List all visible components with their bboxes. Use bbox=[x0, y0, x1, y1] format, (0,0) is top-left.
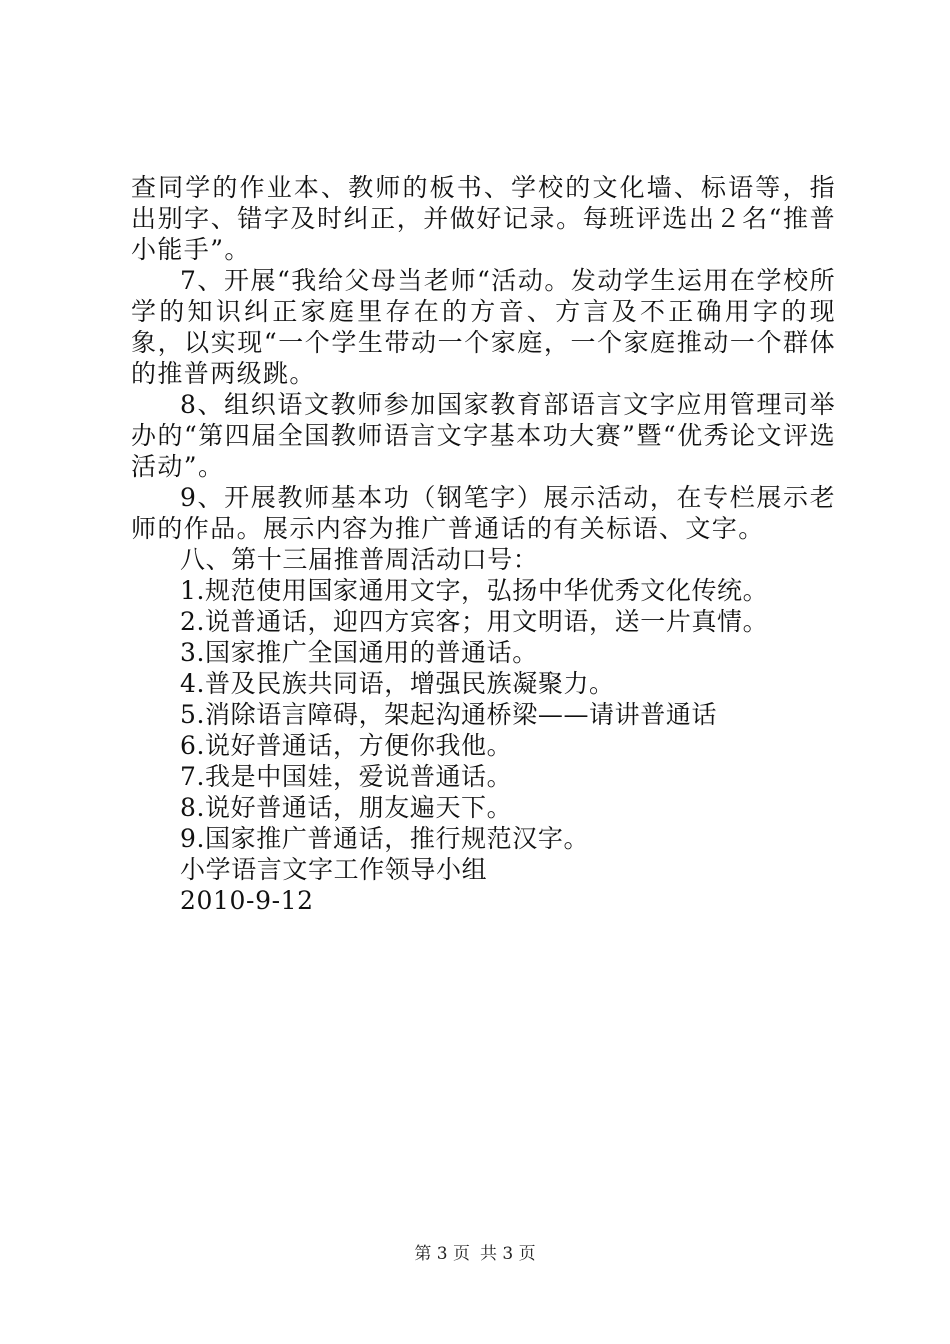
page-number: 第 3 页 bbox=[414, 1244, 470, 1264]
slogan-heading: 八、第十三届推普周活动口号： bbox=[180, 545, 539, 574]
document-body bbox=[131, 172, 836, 916]
slogan-item: 2.说普通话，迎四方宾客；用文明语，送一片真情。 bbox=[180, 607, 769, 636]
slogan-item: 3.国家推广全国通用的普通话。 bbox=[180, 638, 538, 667]
slogan-item: 5.消除语言障碍，架起沟通桥梁——请讲普通话 bbox=[180, 700, 718, 729]
signature: 小学语言文字工作领导小组 bbox=[180, 855, 488, 884]
page-total: 共 3 页 bbox=[480, 1244, 536, 1264]
document-date: 2010-9-12 bbox=[180, 886, 314, 915]
slogan-item: 6.说好普通话，方便你我他。 bbox=[180, 731, 513, 760]
paragraph-continuation: 查同学的作业本、教师的板书、学校的文化墙、标语等，指出别字、错字及时纠正，并做好记录。每班评选出２名“推普小能手”。 bbox=[131, 173, 836, 264]
slogan-item: 1.规范使用国家通用文字，弘扬中华优秀文化传统。 bbox=[180, 576, 769, 605]
paragraph-item-9: 9、开展教师基本功（钢笔字）展示活动，在专栏展示老师的作品。展示内容为推广普通话的有关标语、文字。 bbox=[131, 483, 836, 543]
slogan-item: 7.我是中国娃，爱说普通话。 bbox=[180, 762, 513, 791]
slogan-item: 9.国家推广普通话，推行规范汉字。 bbox=[180, 824, 590, 853]
paragraph-item-7: 7、开展“我给父母当老师“活动。发动学生运用在学校所学的知识纠正家庭里存在的方音、方言及不正确用字的现象，以实现“一个学生带动一个家庭，一个家庭推动一个群体的推普两级跳。 bbox=[131, 266, 836, 388]
paragraph-item-8: 8、组织语文教师参加国家教育部语言文字应用管理司举办的“第四届全国教师语言文字基本功大赛”暨“优秀论文评选活动”。 bbox=[131, 390, 836, 481]
page-footer bbox=[0, 1243, 950, 1265]
slogan-item: 4.普及民族共同语，增强民族凝聚力。 bbox=[180, 669, 615, 698]
slogan-item: 8.说好普通话，朋友遍天下。 bbox=[180, 793, 513, 822]
